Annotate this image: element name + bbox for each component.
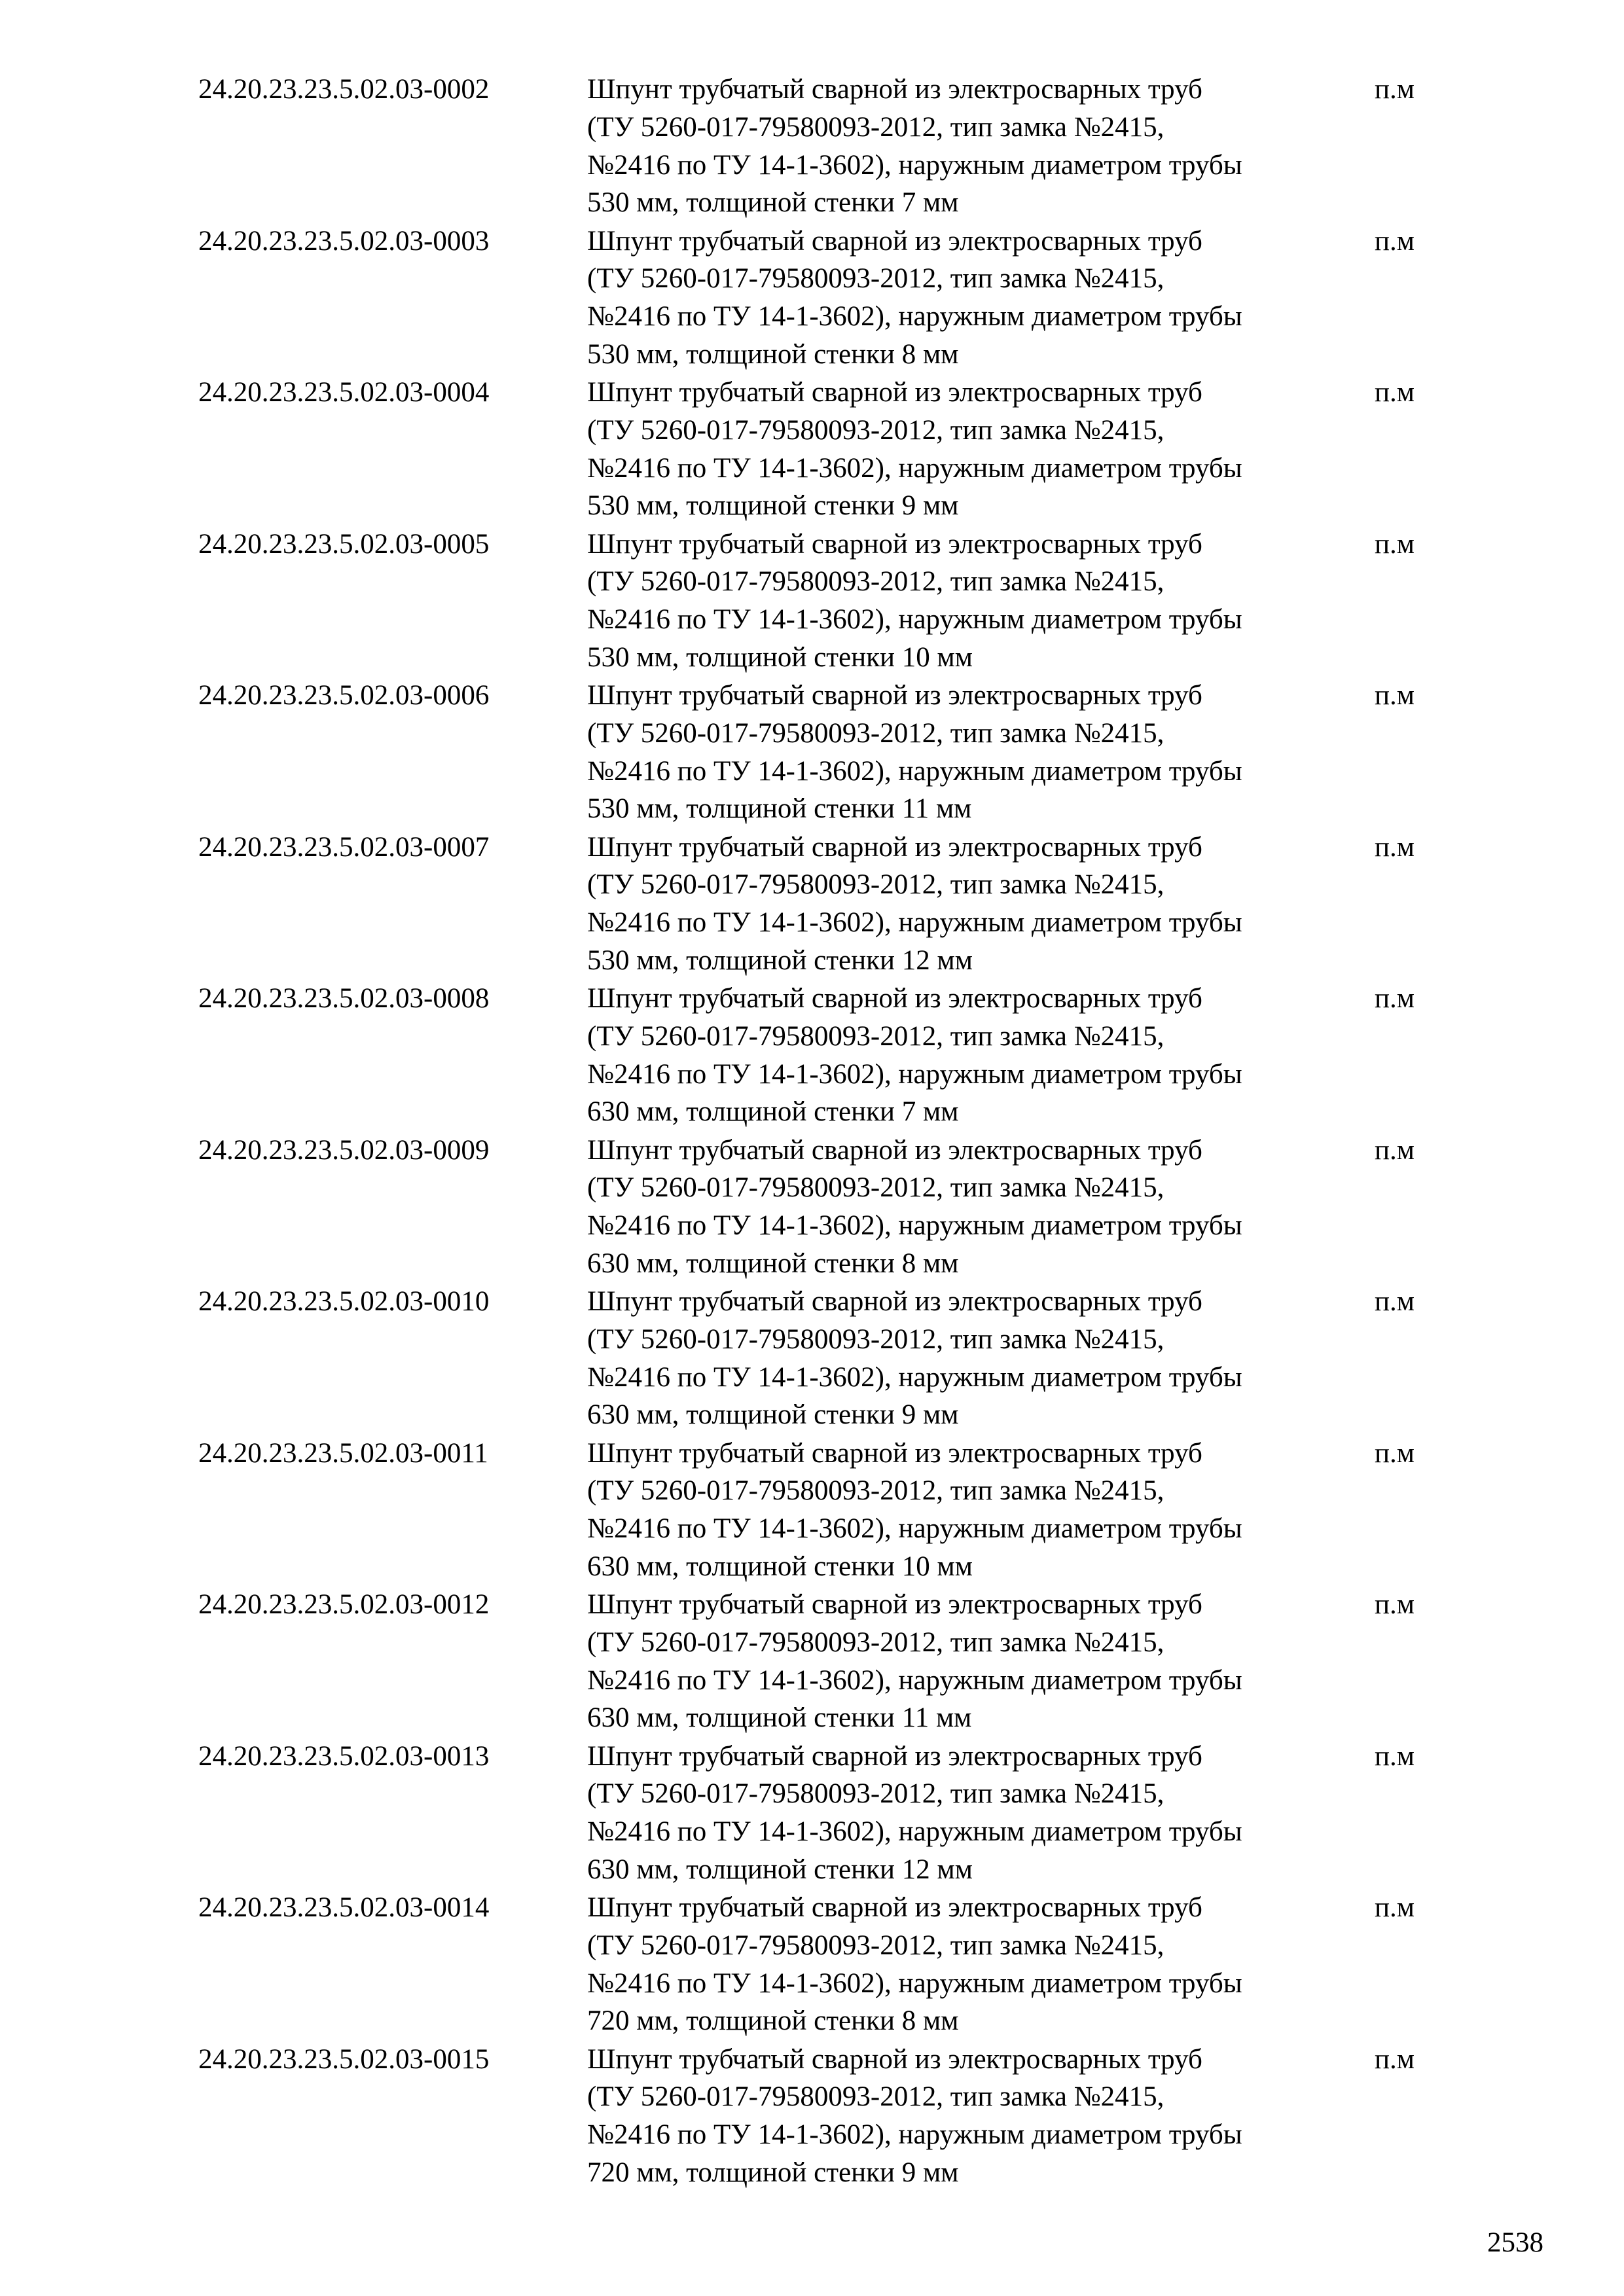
description-line: 530 мм, толщиной стенки 8 мм [587, 338, 959, 370]
description-line: (ТУ 5260-017-79580093-2012, тип замка №2415, [587, 566, 1164, 598]
entry-row [0, 1132, 1624, 1283]
description-line: Шпунт трубчатый сварной из электросварных труб [587, 74, 1202, 105]
entry-unit: п.м [1375, 1740, 1415, 1772]
entry-code: 24.20.23.23.5.02.03-0013 [198, 1740, 490, 1772]
description-line: 630 мм, толщиной стенки 8 мм [587, 1247, 959, 1279]
description-line: 530 мм, толщиной стенки 7 мм [587, 187, 959, 219]
description-line: №2416 по ТУ 14-1-3602), наружным диаметром трубы [587, 907, 1242, 939]
entry-unit: п.м [1375, 1134, 1415, 1166]
entry-description [587, 526, 1373, 677]
description-line: №2416 по ТУ 14-1-3602), наружным диаметром трубы [587, 301, 1242, 332]
description-line: Шпунт трубчатый сварной из электросварных труб [587, 2043, 1202, 2075]
description-line: Шпунт трубчатый сварной из электросварных труб [587, 225, 1202, 257]
entry-description [587, 1132, 1373, 1283]
entry-code: 24.20.23.23.5.02.03-0007 [198, 831, 490, 863]
description-line: Шпунт трубчатый сварной из электросварных труб [587, 983, 1202, 1014]
description-line: (ТУ 5260-017-79580093-2012, тип замка №2415, [587, 717, 1164, 749]
description-line: 630 мм, толщиной стенки 7 мм [587, 1096, 959, 1128]
entry-unit: п.м [1375, 1286, 1415, 1317]
entry-code: 24.20.23.23.5.02.03-0012 [198, 1589, 490, 1620]
entry-row [0, 1435, 1624, 1587]
description-line: 530 мм, толщиной стенки 12 мм [587, 944, 973, 976]
entry-row [0, 223, 1624, 374]
description-line: Шпунт трубчатый сварной из электросварных труб [587, 1286, 1202, 1317]
entry-code: 24.20.23.23.5.02.03-0005 [198, 528, 490, 560]
entry-unit: п.м [1375, 74, 1415, 105]
entry-unit: п.м [1375, 1892, 1415, 1923]
entry-row [0, 1738, 1624, 1890]
entry-description [587, 223, 1373, 374]
description-line: Шпунт трубчатый сварной из электросварных труб [587, 831, 1202, 863]
entry-unit: п.м [1375, 377, 1415, 408]
description-line: Шпунт трубчатый сварной из электросварных труб [587, 377, 1202, 408]
description-line: №2416 по ТУ 14-1-3602), наружным диаметром трубы [587, 755, 1242, 787]
entry-description [587, 2041, 1373, 2192]
entry-row [0, 374, 1624, 526]
entry-description [587, 1738, 1373, 1889]
description-line: №2416 по ТУ 14-1-3602), наружным диаметром трубы [587, 1816, 1242, 1848]
description-line: (ТУ 5260-017-79580093-2012, тип замка №2415, [587, 1475, 1164, 1507]
description-line: 720 мм, толщиной стенки 8 мм [587, 2005, 959, 2037]
entry-description [587, 1586, 1373, 1737]
description-line: Шпунт трубчатый сварной из электросварных труб [587, 1589, 1202, 1620]
entry-row [0, 980, 1624, 1132]
description-line: №2416 по ТУ 14-1-3602), наружным диаметром трубы [587, 1210, 1242, 1242]
description-line: №2416 по ТУ 14-1-3602), наружным диаметром трубы [587, 1967, 1242, 1999]
entry-description [587, 1283, 1373, 1434]
description-line: (ТУ 5260-017-79580093-2012, тип замка №2415, [587, 1323, 1164, 1355]
description-line: (ТУ 5260-017-79580093-2012, тип замка №2415, [587, 1020, 1164, 1052]
entry-row [0, 1586, 1624, 1738]
entry-description [587, 980, 1373, 1131]
description-line: №2416 по ТУ 14-1-3602), наружным диаметром трубы [587, 1664, 1242, 1696]
description-line: №2416 по ТУ 14-1-3602), наружным диаметром трубы [587, 604, 1242, 636]
description-line: (ТУ 5260-017-79580093-2012, тип замка №2415, [587, 2081, 1164, 2113]
entry-row [0, 677, 1624, 829]
entry-description [587, 829, 1373, 980]
entry-code: 24.20.23.23.5.02.03-0003 [198, 225, 490, 257]
description-line: (ТУ 5260-017-79580093-2012, тип замка №2415, [587, 111, 1164, 143]
description-line: Шпунт трубчатый сварной из электросварных труб [587, 1740, 1202, 1772]
entry-description [587, 374, 1373, 525]
entry-row [0, 1283, 1624, 1435]
description-line: Шпунт трубчатый сварной из электросварных труб [587, 1134, 1202, 1166]
entry-code: 24.20.23.23.5.02.03-0008 [198, 983, 490, 1014]
entry-unit: п.м [1375, 225, 1415, 257]
description-line: (ТУ 5260-017-79580093-2012, тип замка №2415, [587, 1172, 1164, 1204]
entry-unit: п.м [1375, 831, 1415, 863]
entry-code: 24.20.23.23.5.02.03-0015 [198, 2043, 490, 2075]
description-line: 530 мм, толщиной стенки 9 мм [587, 490, 959, 522]
description-line: (ТУ 5260-017-79580093-2012, тип замка №2415, [587, 1929, 1164, 1961]
entry-row [0, 2041, 1624, 2193]
entry-code: 24.20.23.23.5.02.03-0004 [198, 377, 490, 408]
description-line: (ТУ 5260-017-79580093-2012, тип замка №2415, [587, 1626, 1164, 1658]
entry-code: 24.20.23.23.5.02.03-0011 [198, 1437, 488, 1469]
entries-list [0, 71, 1624, 2192]
entry-code: 24.20.23.23.5.02.03-0006 [198, 680, 490, 711]
entry-row [0, 71, 1624, 223]
description-line: (ТУ 5260-017-79580093-2012, тип замка №2415, [587, 1778, 1164, 1810]
description-line: Шпунт трубчатый сварной из электросварных труб [587, 680, 1202, 711]
entry-description [587, 1889, 1373, 2040]
entry-code: 24.20.23.23.5.02.03-0014 [198, 1892, 490, 1923]
entry-unit: п.м [1375, 1437, 1415, 1469]
entry-description [587, 1435, 1373, 1586]
description-line: (ТУ 5260-017-79580093-2012, тип замка №2415, [587, 414, 1164, 446]
entry-description [587, 677, 1373, 828]
description-line: №2416 по ТУ 14-1-3602), наружным диаметром трубы [587, 149, 1242, 181]
entry-unit: п.м [1375, 2043, 1415, 2075]
entry-row [0, 1889, 1624, 2041]
entry-code: 24.20.23.23.5.02.03-0009 [198, 1134, 490, 1166]
entry-unit: п.м [1375, 528, 1415, 560]
entry-unit: п.м [1375, 1589, 1415, 1620]
entry-row [0, 526, 1624, 677]
description-line: 630 мм, толщиной стенки 9 мм [587, 1399, 959, 1431]
entry-code: 24.20.23.23.5.02.03-0010 [198, 1286, 490, 1317]
description-line: №2416 по ТУ 14-1-3602), наружным диаметром трубы [587, 1513, 1242, 1545]
description-line: (ТУ 5260-017-79580093-2012, тип замка №2415, [587, 869, 1164, 901]
description-line: 630 мм, толщиной стенки 11 мм [587, 1702, 972, 1734]
description-line: Шпунт трубчатый сварной из электросварных труб [587, 528, 1202, 560]
description-line: 720 мм, толщиной стенки 9 мм [587, 2157, 959, 2188]
description-line: №2416 по ТУ 14-1-3602), наружным диаметром трубы [587, 2119, 1242, 2151]
entry-unit: п.м [1375, 983, 1415, 1014]
entry-row [0, 829, 1624, 980]
description-line: 630 мм, толщиной стенки 10 мм [587, 1551, 973, 1582]
description-line: 630 мм, толщиной стенки 12 мм [587, 1854, 973, 1885]
entry-code: 24.20.23.23.5.02.03-0002 [198, 74, 490, 105]
description-line: №2416 по ТУ 14-1-3602), наружным диаметром трубы [587, 1361, 1242, 1393]
description-line: (ТУ 5260-017-79580093-2012, тип замка №2415, [587, 263, 1164, 295]
entry-unit: п.м [1375, 680, 1415, 711]
description-line: Шпунт трубчатый сварной из электросварных труб [587, 1892, 1202, 1923]
description-line: №2416 по ТУ 14-1-3602), наружным диаметром трубы [587, 452, 1242, 484]
description-line: Шпунт трубчатый сварной из электросварных труб [587, 1437, 1202, 1469]
description-line: №2416 по ТУ 14-1-3602), наружным диаметром трубы [587, 1058, 1242, 1090]
entry-description [587, 71, 1373, 222]
page-number: 2538 [1487, 2227, 1543, 2258]
description-line: 530 мм, толщиной стенки 11 мм [587, 793, 972, 825]
description-line: 530 мм, толщиной стенки 10 мм [587, 641, 973, 673]
